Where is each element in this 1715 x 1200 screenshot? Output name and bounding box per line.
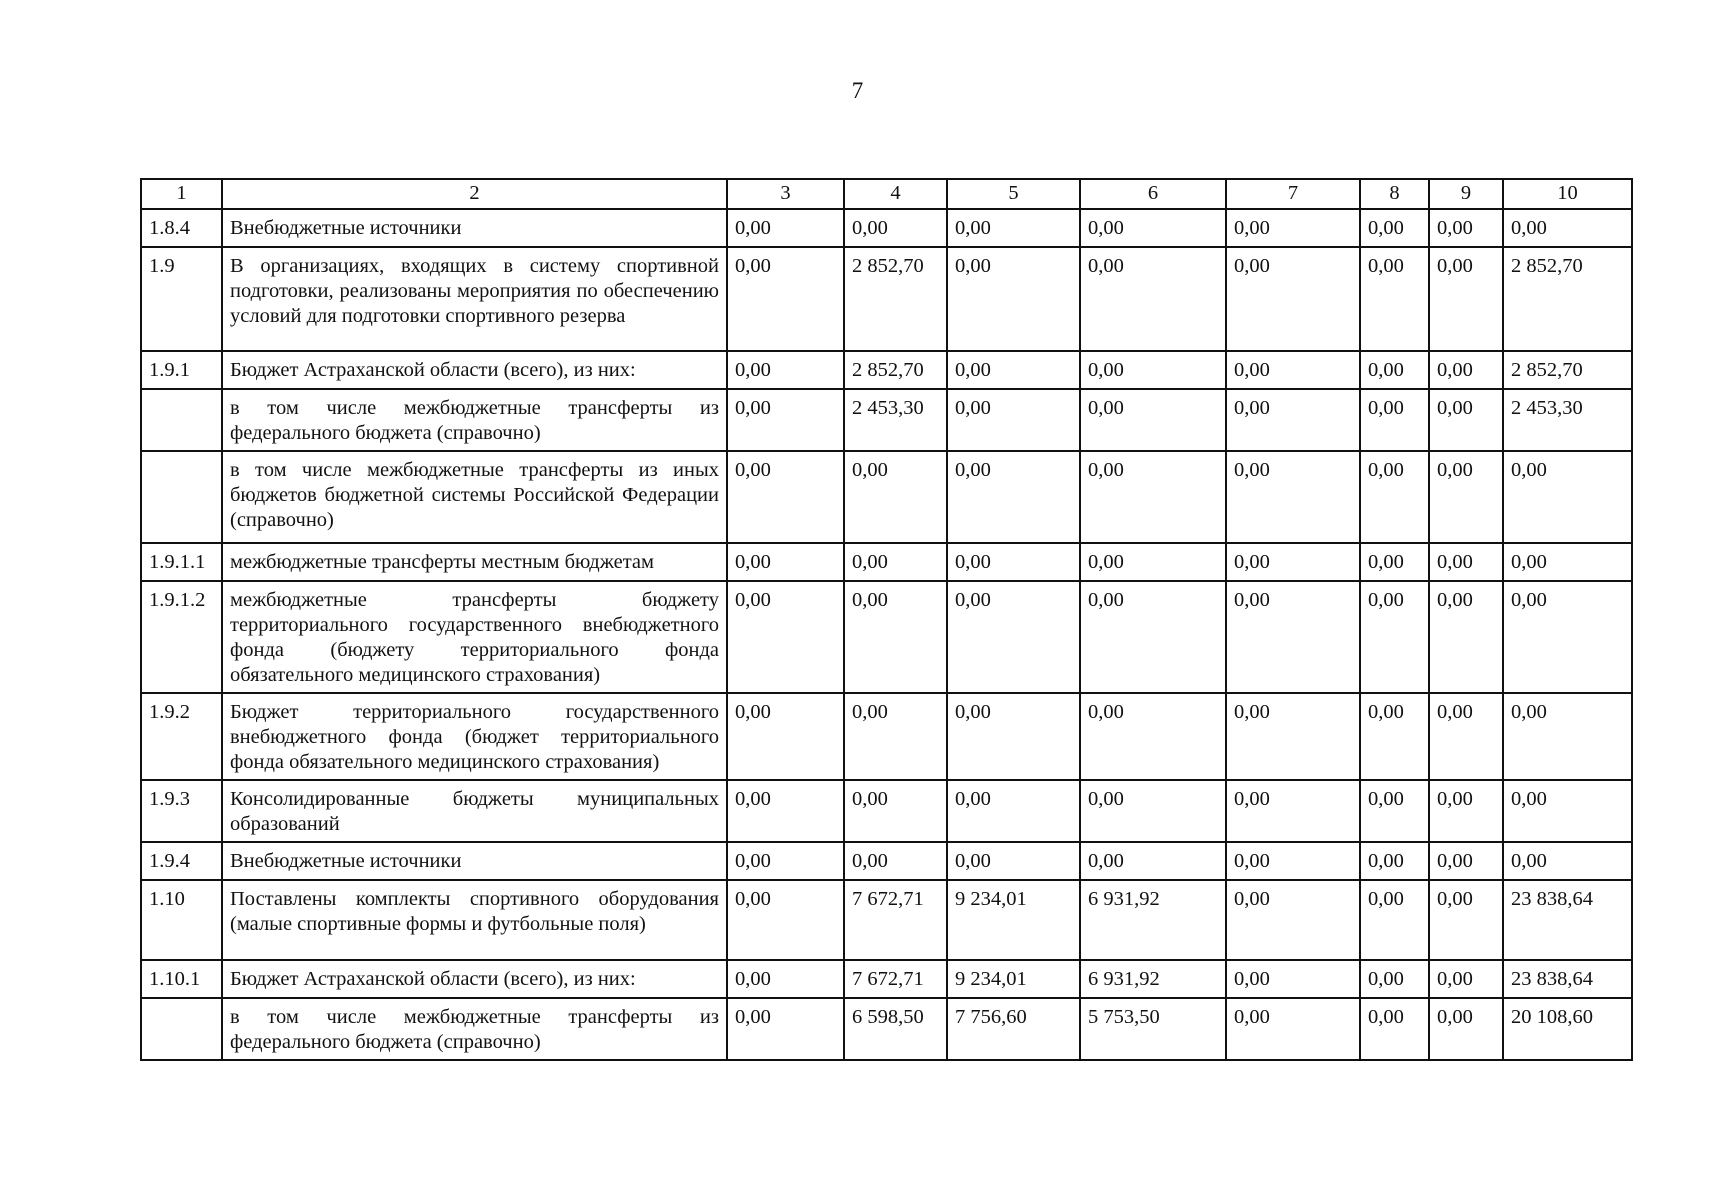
- row-code: 1.9.4: [141, 842, 222, 880]
- value-cell-col-10: 23 838,64: [1503, 880, 1632, 960]
- value-cell-col-7: 0,00: [1226, 693, 1360, 780]
- value-cell-col-4: 0,00: [844, 209, 947, 247]
- value-cell-col-5: 0,00: [947, 351, 1080, 389]
- row-description: Поставлены комплекты спортивного оборудования (малые спортивные формы и футбольные поля): [222, 880, 727, 960]
- table-row: [141, 842, 1632, 880]
- value-cell-col-3: 0,00: [727, 780, 844, 842]
- value-cell-col-9: 0,00: [1429, 389, 1503, 451]
- value-cell-col-5: 0,00: [947, 693, 1080, 780]
- value-cell-col-6: 6 931,92: [1080, 880, 1226, 960]
- value-cell-col-5: 0,00: [947, 780, 1080, 842]
- row-code: [141, 451, 222, 543]
- value-cell-col-4: 2 852,70: [844, 351, 947, 389]
- value-cell-col-3: 0,00: [727, 880, 844, 960]
- value-cell-col-7: 0,00: [1226, 209, 1360, 247]
- value-cell-col-8: 0,00: [1360, 998, 1429, 1060]
- value-cell-col-7: 0,00: [1226, 247, 1360, 351]
- column-header-1: 1: [141, 179, 222, 209]
- row-code: 1.10.1: [141, 960, 222, 998]
- value-cell-col-4: 7 672,71: [844, 880, 947, 960]
- table-row: [141, 960, 1632, 998]
- value-cell-col-6: 6 931,92: [1080, 960, 1226, 998]
- row-code: 1.9: [141, 247, 222, 351]
- value-cell-col-6: 5 753,50: [1080, 998, 1226, 1060]
- value-cell-col-4: 6 598,50: [844, 998, 947, 1060]
- value-cell-col-7: 0,00: [1226, 960, 1360, 998]
- value-cell-col-3: 0,00: [727, 247, 844, 351]
- value-cell-col-7: 0,00: [1226, 543, 1360, 581]
- value-cell-col-9: 0,00: [1429, 351, 1503, 389]
- value-cell-col-7: 0,00: [1226, 389, 1360, 451]
- value-cell-col-10: 0,00: [1503, 209, 1632, 247]
- value-cell-col-8: 0,00: [1360, 880, 1429, 960]
- value-cell-col-6: 0,00: [1080, 780, 1226, 842]
- value-cell-col-3: 0,00: [727, 960, 844, 998]
- value-cell-col-10: 0,00: [1503, 780, 1632, 842]
- value-cell-col-10: 0,00: [1503, 543, 1632, 581]
- column-header-3: 3: [727, 179, 844, 209]
- row-description: В организациях, входящих в систему спортивной подготовки, реализованы мероприятия по обеспечению условий для подготовки спортивного резерва: [222, 247, 727, 351]
- value-cell-col-6: 0,00: [1080, 693, 1226, 780]
- value-cell-col-5: 0,00: [947, 581, 1080, 693]
- value-cell-col-4: 2 852,70: [844, 247, 947, 351]
- table-row: [141, 998, 1632, 1060]
- value-cell-col-10: 20 108,60: [1503, 998, 1632, 1060]
- value-cell-col-8: 0,00: [1360, 451, 1429, 543]
- value-cell-col-3: 0,00: [727, 581, 844, 693]
- value-cell-col-8: 0,00: [1360, 247, 1429, 351]
- value-cell-col-4: 7 672,71: [844, 960, 947, 998]
- column-header-9: 9: [1429, 179, 1503, 209]
- value-cell-col-4: 0,00: [844, 842, 947, 880]
- row-description: Внебюджетные источники: [222, 209, 727, 247]
- value-cell-col-6: 0,00: [1080, 389, 1226, 451]
- row-code: [141, 389, 222, 451]
- value-cell-col-9: 0,00: [1429, 998, 1503, 1060]
- table-row: [141, 247, 1632, 351]
- row-description: в том числе межбюджетные трансферты из федерального бюджета (справочно): [222, 389, 727, 451]
- column-header-5: 5: [947, 179, 1080, 209]
- column-header-8: 8: [1360, 179, 1429, 209]
- value-cell-col-8: 0,00: [1360, 389, 1429, 451]
- value-cell-col-3: 0,00: [727, 389, 844, 451]
- value-cell-col-8: 0,00: [1360, 581, 1429, 693]
- value-cell-col-9: 0,00: [1429, 693, 1503, 780]
- value-cell-col-5: 0,00: [947, 451, 1080, 543]
- value-cell-col-6: 0,00: [1080, 842, 1226, 880]
- value-cell-col-7: 0,00: [1226, 880, 1360, 960]
- row-code: [141, 998, 222, 1060]
- row-description: Бюджет территориального государственного внебюджетного фонда (бюджет территориального фонда обязательного медицинского страхования): [222, 693, 727, 780]
- value-cell-col-9: 0,00: [1429, 842, 1503, 880]
- row-code: 1.8.4: [141, 209, 222, 247]
- value-cell-col-6: 0,00: [1080, 247, 1226, 351]
- table-row: [141, 880, 1632, 960]
- value-cell-col-4: 0,00: [844, 451, 947, 543]
- value-cell-col-8: 0,00: [1360, 693, 1429, 780]
- value-cell-col-3: 0,00: [727, 451, 844, 543]
- row-description: Бюджет Астраханской области (всего), из них:: [222, 351, 727, 389]
- value-cell-col-7: 0,00: [1226, 581, 1360, 693]
- value-cell-col-9: 0,00: [1429, 880, 1503, 960]
- value-cell-col-7: 0,00: [1226, 842, 1360, 880]
- value-cell-col-5: 7 756,60: [947, 998, 1080, 1060]
- value-cell-col-10: 2 852,70: [1503, 351, 1632, 389]
- value-cell-col-10: 23 838,64: [1503, 960, 1632, 998]
- value-cell-col-3: 0,00: [727, 351, 844, 389]
- table-row: [141, 389, 1632, 451]
- value-cell-col-5: 9 234,01: [947, 960, 1080, 998]
- value-cell-col-7: 0,00: [1226, 998, 1360, 1060]
- value-cell-col-6: 0,00: [1080, 209, 1226, 247]
- value-cell-col-3: 0,00: [727, 998, 844, 1060]
- row-code: 1.9.1.2: [141, 581, 222, 693]
- row-code: 1.9.1: [141, 351, 222, 389]
- value-cell-col-9: 0,00: [1429, 543, 1503, 581]
- column-header-10: 10: [1503, 179, 1632, 209]
- column-header-7: 7: [1226, 179, 1360, 209]
- table-row: [141, 543, 1632, 581]
- value-cell-col-8: 0,00: [1360, 209, 1429, 247]
- header-row: [141, 179, 1632, 209]
- row-description: Внебюджетные источники: [222, 842, 727, 880]
- value-cell-col-8: 0,00: [1360, 842, 1429, 880]
- value-cell-col-9: 0,00: [1429, 209, 1503, 247]
- column-header-4: 4: [844, 179, 947, 209]
- value-cell-col-10: 2 453,30: [1503, 389, 1632, 451]
- row-description: межбюджетные трансферты местным бюджетам: [222, 543, 727, 581]
- value-cell-col-9: 0,00: [1429, 581, 1503, 693]
- value-cell-col-10: 0,00: [1503, 693, 1632, 780]
- value-cell-col-8: 0,00: [1360, 351, 1429, 389]
- row-code: 1.10: [141, 880, 222, 960]
- table-body: [141, 209, 1632, 1060]
- table-row: [141, 693, 1632, 780]
- row-code: 1.9.3: [141, 780, 222, 842]
- value-cell-col-5: 0,00: [947, 389, 1080, 451]
- page-number: 7: [851, 78, 864, 103]
- value-cell-col-3: 0,00: [727, 543, 844, 581]
- value-cell-col-9: 0,00: [1429, 451, 1503, 543]
- value-cell-col-10: 0,00: [1503, 451, 1632, 543]
- value-cell-col-4: 0,00: [844, 581, 947, 693]
- value-cell-col-6: 0,00: [1080, 351, 1226, 389]
- value-cell-col-9: 0,00: [1429, 960, 1503, 998]
- table-row: [141, 451, 1632, 543]
- value-cell-col-3: 0,00: [727, 693, 844, 780]
- value-cell-col-8: 0,00: [1360, 780, 1429, 842]
- value-cell-col-6: 0,00: [1080, 451, 1226, 543]
- value-cell-col-4: 0,00: [844, 543, 947, 581]
- table-row: [141, 351, 1632, 389]
- value-cell-col-4: 0,00: [844, 693, 947, 780]
- value-cell-col-6: 0,00: [1080, 581, 1226, 693]
- row-description: в том числе межбюджетные трансферты из иных бюджетов бюджетной системы Российской Федерации (справочно): [222, 451, 727, 543]
- value-cell-col-8: 0,00: [1360, 960, 1429, 998]
- row-description: Бюджет Астраханской области (всего), из них:: [222, 960, 727, 998]
- row-code: 1.9.2: [141, 693, 222, 780]
- table-row: [141, 780, 1632, 842]
- table-row: [141, 581, 1632, 693]
- column-header-2: 2: [222, 179, 727, 209]
- value-cell-col-5: 0,00: [947, 247, 1080, 351]
- value-cell-col-4: 2 453,30: [844, 389, 947, 451]
- value-cell-col-4: 0,00: [844, 780, 947, 842]
- value-cell-col-10: 0,00: [1503, 842, 1632, 880]
- value-cell-col-5: 0,00: [947, 209, 1080, 247]
- value-cell-col-9: 0,00: [1429, 780, 1503, 842]
- table-row: [141, 209, 1632, 247]
- row-code: 1.9.1.1: [141, 543, 222, 581]
- value-cell-col-10: 2 852,70: [1503, 247, 1632, 351]
- row-description: в том числе межбюджетные трансферты из федерального бюджета (справочно): [222, 998, 727, 1060]
- row-description: межбюджетные трансферты бюджету территориального государственного внебюджетного фонда (бюджету территориального фонда обязательного медицинского страхования): [222, 581, 727, 693]
- value-cell-col-5: 0,00: [947, 842, 1080, 880]
- value-cell-col-3: 0,00: [727, 842, 844, 880]
- value-cell-col-6: 0,00: [1080, 543, 1226, 581]
- value-cell-col-7: 0,00: [1226, 451, 1360, 543]
- value-cell-col-9: 0,00: [1429, 247, 1503, 351]
- value-cell-col-5: 0,00: [947, 543, 1080, 581]
- row-description: Консолидированные бюджеты муниципальных образований: [222, 780, 727, 842]
- value-cell-col-10: 0,00: [1503, 581, 1632, 693]
- table-header: [141, 179, 1632, 209]
- value-cell-col-3: 0,00: [727, 209, 844, 247]
- value-cell-col-7: 0,00: [1226, 351, 1360, 389]
- column-header-6: 6: [1080, 179, 1226, 209]
- value-cell-col-8: 0,00: [1360, 543, 1429, 581]
- value-cell-col-5: 9 234,01: [947, 880, 1080, 960]
- value-cell-col-7: 0,00: [1226, 780, 1360, 842]
- budget-table: [140, 178, 1633, 1061]
